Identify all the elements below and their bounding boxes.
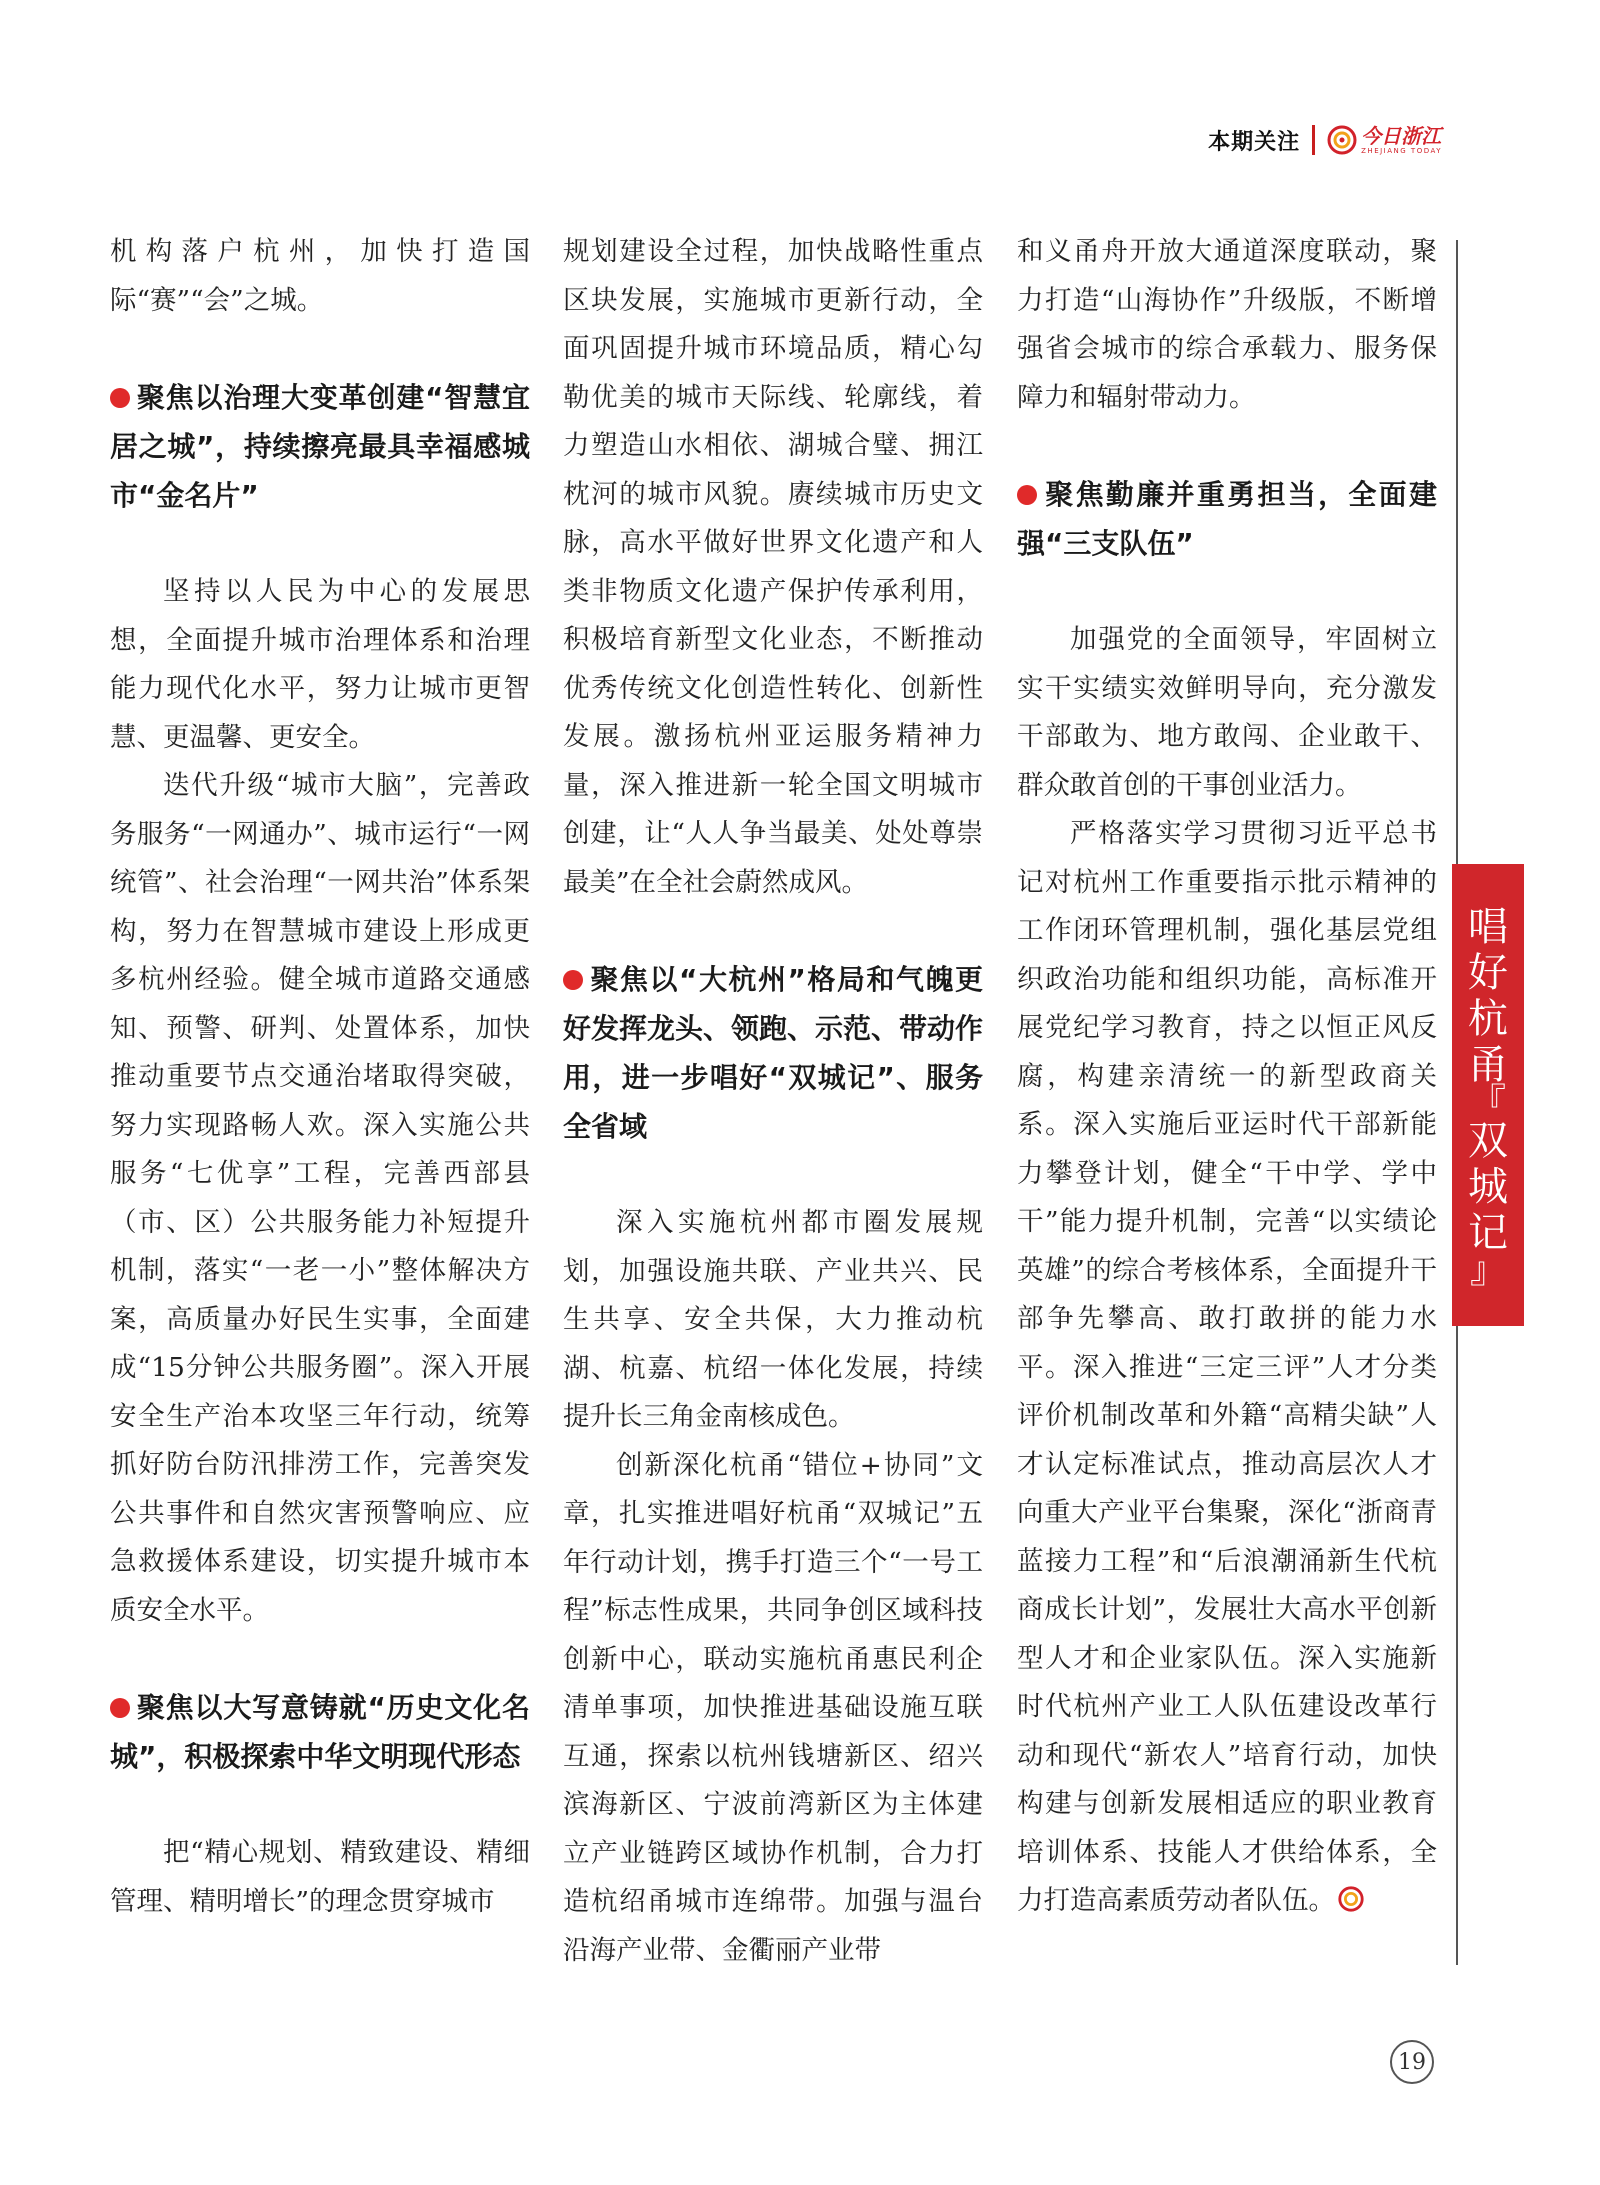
paragraph: 深入实施杭州都市圈发展规划，加强设施共联、产业共兴、民生共享、安全共保，大力推动杭湖、杭嘉、杭绍一体化发展，持续提升长三角金南核成色。 — [563, 1207, 983, 1432]
logo-swirl-icon — [1327, 125, 1357, 155]
section-heading: 聚焦以治理大变革创建“智慧宜居之城”，持续擦亮最具幸福感城市“金名片” — [110, 381, 530, 512]
end-mark-logo-icon — [1337, 1885, 1365, 1913]
paragraph: 加强党的全面领导，牢固树立实干实绩实效鲜明导向，充分激发干部敢为、地方敢闯、企业敢干、群众敢首创的干事创业活力。 — [1017, 624, 1437, 801]
section-heading: 聚焦以“大杭州”格局和气魄更好发挥龙头、领跑、示范、带动作用，进一步唱好“双城记”、服务全省域 — [563, 963, 984, 1143]
article-column-3 — [1017, 228, 1437, 1926]
side-tab-char: 『 — [1469, 1082, 1506, 1123]
side-tab-char: 记 — [1468, 1210, 1508, 1256]
side-tab-char: 』 — [1469, 1250, 1506, 1291]
page-header — [1208, 118, 1442, 162]
page-number: 19 — [1390, 2040, 1434, 2084]
magazine-logo — [1327, 125, 1442, 156]
logo-english-text: ZHEJIANG TODAY — [1361, 146, 1442, 155]
article-column-2 — [563, 228, 983, 1975]
side-tab-char: 双 — [1468, 1118, 1508, 1164]
paragraph: 机构落户杭州，加快打造国际“赛”“会”之城。 — [110, 236, 530, 316]
header-divider — [1312, 125, 1315, 155]
paragraph: 迭代升级“城市大脑”，完善政务服务“一网通办”、城市运行“一网统管”、社会治理“一网共治”体系架构，努力在智慧城市建设上形成更多杭州经验。健全城市道路交通感知、预警、研判、处置体系，加快推动重要节点交通治堵取得突破，努力实现路畅人欢。深入实施公共服务“七优享”工程，完善西部县（市、区）公共服务能力补短提升机制，落实“一老一小”整体解决方案，高质量办好民生实事，全面建成“15分钟公共服务圈”。深入开展安全生产治本攻坚三年行动，统筹抓好防台防汛排涝工作，完善突发公共事件和自然灾害预警响应、应急救援体系建设，切实提升城市本质安全水平。 — [110, 770, 530, 1626]
section-heading: 聚焦以大写意铸就“历史文化名城”，积极探索中华文明现代形态 — [110, 1691, 530, 1773]
article-column-1 — [110, 228, 530, 1926]
paragraph: 把“精心规划、精致建设、精细管理、精明增长”的理念贯穿城市 — [110, 1837, 530, 1917]
paragraph: 坚持以人民为中心的发展思想，全面提升城市治理体系和治理能力现代化水平，努力让城市更智慧、更温馨、更安全。 — [110, 576, 530, 753]
bullet-dot-icon — [563, 970, 583, 990]
paragraph: 和义甬舟开放大通道深度联动，聚力打造“山海协作”升级版，不断增强省会城市的综合承载力、服务保障力和辐射带动力。 — [1017, 236, 1437, 413]
paragraph: 规划建设全过程，加快战略性重点区块发展，实施城市更新行动，全面巩固提升城市环境品质，精心勾勒优美的城市天际线、轮廓线，着力塑造山水相依、湖城合璧、拥江枕河的城市风貌。赓续城市历史文脉，高水平做好世界文化遗产和人类非物质文化遗产保护传承利用，积极培育新型文化业态，不断推动优秀传统文化创造性转化、创新性发展。激扬杭州亚运服务精神力量，深入推进新一轮全国文明城市创建，让“人人争当最美、处处尊崇最美”在全社会蔚然成风。 — [563, 236, 983, 898]
bullet-dot-icon — [110, 388, 130, 408]
logo-chinese-text: 今日浙江 — [1361, 123, 1442, 148]
side-tab-char: 唱 — [1468, 904, 1508, 950]
paragraph: 创新深化杭甬“错位+协同”文章，扎实推进唱好杭甬“双城记”五年行动计划，携手打造三个“一号工程”标志性成果，共同争创区域科技创新中心，联动实施杭甬惠民利企清单事项，加快推进基础设施互联互通，探索以杭州钱塘新区、绍兴滨海新区、宁波前湾新区为主体建立产业链跨区域协作机制，合力打造杭绍甬城市连绵带。加强与温台沿海产业带、金衢丽产业带 — [563, 1449, 983, 1966]
side-tab-char: 城 — [1468, 1164, 1508, 1210]
side-tab-char: 杭 — [1468, 996, 1508, 1042]
side-tab-char: 甬 — [1468, 1042, 1508, 1088]
paragraph: 严格落实学习贯彻习近平总书记对杭州工作重要指示批示精神的工作闭环管理机制，强化基层党组织政治功能和组织功能，高标准开展党纪学习教育，持之以恒正风反腐，构建亲清统一的新型政商关系。深入实施后亚运时代干部新能力攀登计划，健全“干中学、学中干”能力提升机制，完善“以实绩论英雄”的综合考核体系，全面提升干部争先攀高、敢打敢拼的能力水平。深入推进“三定三评”人才分类评价机制改革和外籍“高精尖缺”人才认定标准试点，推动高层次人才向重大产业平台集聚，深化“浙商青蓝接力工程”和“后浪潮涌新生代杭商成长计划”，发展壮大高水平创新型人才和企业家队伍。深入实施新时代杭州产业工人队伍建设改革行动和现代“新农人”培育行动，加快构建与创新发展相适应的职业教育培训体系、技能人才供给体系，全力打造高素质劳动者队伍。 — [1017, 818, 1437, 1916]
side-tab-char: 好 — [1468, 950, 1508, 996]
section-title: 本期关注 — [1208, 129, 1301, 155]
bullet-dot-icon — [110, 1698, 130, 1718]
section-heading: 聚焦勤廉并重勇担当，全面建强“三支队伍” — [1017, 478, 1437, 560]
series-side-tab — [1452, 864, 1524, 1326]
bullet-dot-icon — [1017, 485, 1037, 505]
